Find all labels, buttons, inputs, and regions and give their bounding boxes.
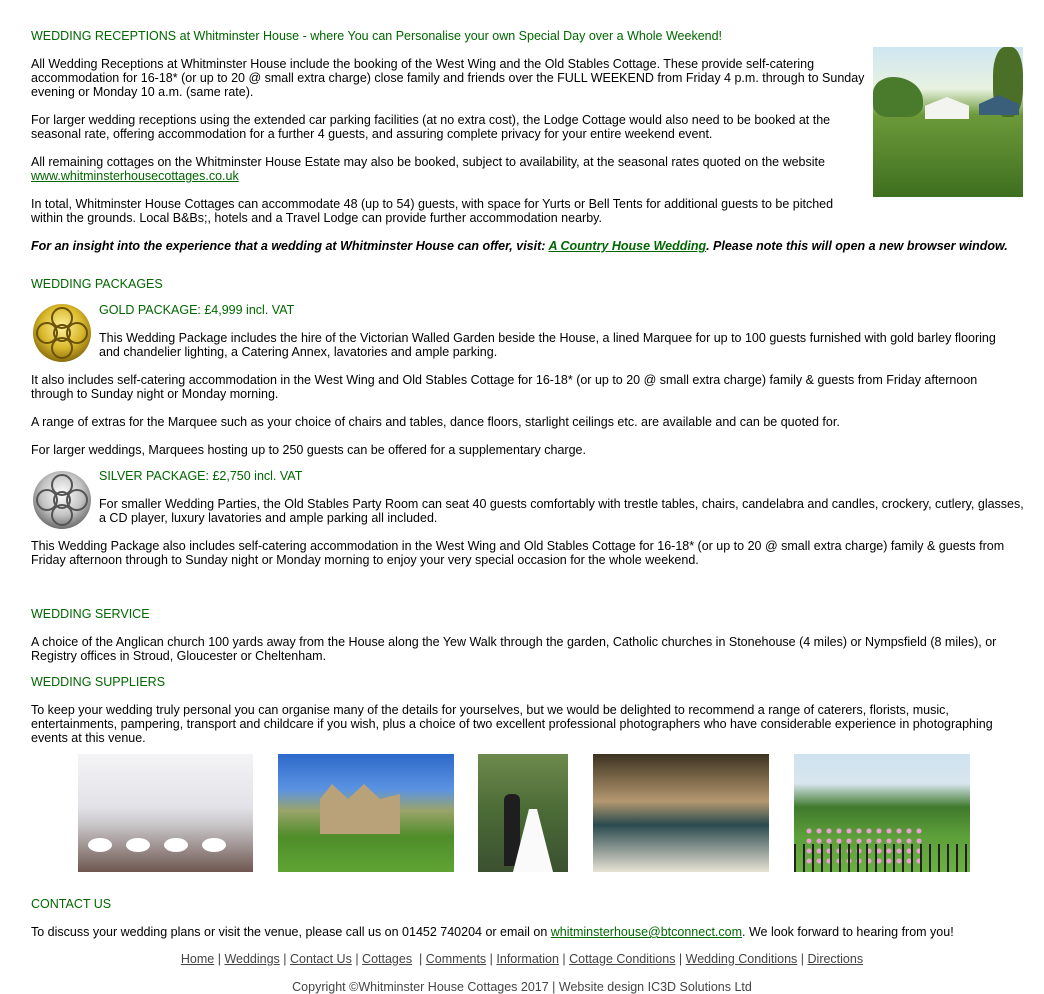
country-house-wedding-link[interactable]: A Country House Wedding — [548, 239, 707, 253]
intro-paragraph-2: For larger wedding receptions using the extended car parking facilities (at no extra cost), the Lodge Cottage would also need to be booked at the seasonal rate, offering accommodation for a further 4 guests, and assuring complete privacy for your entire weekend event. — [31, 113, 831, 141]
intro-paragraph-3-text: All remaining cottages on the Whitminster House Estate may also be booked, subject to availability, at the seasonal rates quoted on the website — [31, 155, 825, 169]
intro-title: WEDDING RECEPTIONS at Whitminster House - where You can Personalise your own Special Day over a Whole Weekend! — [31, 29, 723, 43]
contact-paragraph — [31, 925, 1024, 939]
marquee-interior-photo[interactable] — [78, 754, 253, 872]
contact-text-end: . We look forward to hearing from you! — [742, 925, 954, 939]
gold-paragraph-4: For larger weddings, Marquees hosting up to 250 guests can be offered for a supplementary charge. — [31, 443, 586, 457]
table-shape — [202, 838, 226, 852]
service-paragraph: A choice of the Anglican church 100 yards away from the House along the Yew Walk through the garden, Catholic churches in Stonehouse (4 miles) or Nympsfield (8 miles), or Registry offices in Stroud, Gloucester or Cheltenham. — [31, 635, 997, 663]
footer-nav: Home | Weddings | Contact Us | Cottages | Comments | Information | Cottage Conditions | Wedding Conditions | Directions — [180, 952, 864, 966]
silver-paragraph-1: For smaller Wedding Parties, the Old Stables Party Room can seat 40 guests comfortably with trestle tables, chairs, candelabra and candles, crockery, cutlery, glasses, a CD player, luxury lavatories and ample parking all included. — [99, 497, 1024, 525]
intro-paragraph-5 — [31, 239, 1024, 253]
nav-information-link[interactable]: Information — [496, 952, 559, 966]
suppliers-title: WEDDING SUPPLIERS — [31, 675, 166, 689]
marquee-garden-photo — [873, 47, 1023, 197]
copyright: Copyright ©Whitminster House Cottages 2017 | Website design IC3D Solutions Ltd — [292, 980, 752, 994]
intro-paragraph-3 — [31, 155, 873, 183]
nav-wedding-conditions-link[interactable]: Wedding Conditions — [685, 952, 798, 966]
contact-text: To discuss your wedding plans or visit the venue, please call us on 01452 740204 or email on — [31, 925, 551, 939]
fence-shape — [794, 844, 970, 872]
table-shape — [126, 838, 150, 852]
service-title: WEDDING SERVICE — [31, 607, 150, 621]
table-shape — [88, 838, 112, 852]
suppliers-paragraph: To keep your wedding truly personal you can organise many of the details for yourselves, but we would be delighted to recommend a range of caterers, florists, music, entertainments, pampering, transport and childcare if you wish, plus a choice of two excellent professional photographers who have considerable experience in photographing events at this venue. — [31, 703, 993, 745]
marquee-tent-shape — [925, 97, 969, 119]
insight-text: For an insight into the experience that a wedding at Whitminster House can offer, visit: — [31, 239, 549, 253]
gold-paragraph-3: A range of extras for the Marquee such as your choice of chairs and tables, dance floors, starlight ceilings etc. are available and can be quoted for. — [31, 415, 840, 429]
nav-weddings-link[interactable]: Weddings — [224, 952, 280, 966]
email-link[interactable]: whitminsterhouse@btconnect.com — [550, 925, 743, 939]
gold-package-title: GOLD PACKAGE: £4,999 incl. VAT — [99, 303, 295, 317]
walled-garden-photo[interactable] — [794, 754, 970, 872]
nav-cottage-conditions-link[interactable]: Cottage Conditions — [569, 952, 676, 966]
cottages-website-link[interactable]: www.whitminsterhousecottages.co.uk — [31, 169, 239, 183]
contact-title: CONTACT US — [31, 897, 112, 911]
gold-paragraph-2: It also includes self-catering accommodation in the West Wing and Old Stables Cottage for 16-18* (or up to 20 @ small extra charge) family & guests from Friday afternoon through to Sunday night or Monday morning. — [31, 373, 978, 401]
tree-shape — [873, 77, 923, 117]
nav-cottages-link[interactable]: Cottages — [362, 952, 413, 966]
house-shape — [320, 784, 400, 834]
nav-directions-link[interactable]: Directions — [807, 952, 864, 966]
gold-paragraph-1: This Wedding Package includes the hire of the Victorian Walled Garden beside the House, a lined Marquee for up to 100 guests furnished with gold barley flooring and chandelier lighting, a Catering Annex, lavatories and ample parking. — [99, 331, 996, 359]
nav-contact-us-link[interactable]: Contact Us — [290, 952, 352, 966]
silver-package-title: SILVER PACKAGE: £2,750 incl. VAT — [99, 469, 303, 483]
drawing-room-photo[interactable] — [593, 754, 769, 872]
packages-title: WEDDING PACKAGES — [31, 277, 163, 291]
intro-paragraph-1: All Wedding Receptions at Whitminster House include the booking of the West Wing and the Old Stables Cottage. These provide self-catering accommodation for 16-18* (or up to 20 @ small extra charge) close family and friends over the FULL WEEKEND from Friday 4 p.m. through to Sunday evening or Monday 10 a.m. (same rate). — [31, 57, 865, 99]
silver-paragraph-2: This Wedding Package also includes self-catering accommodation in the West Wing and Old Stables Cottage for 16-18* (or up to 20 @ small extra charge) family & guests from Friday afternoon through to Sunday night or Monday morning to enjoy your very special occasion for the whole weekend. — [31, 539, 1005, 567]
intro-paragraph-4: In total, Whitminster House Cottages can accommodate 48 (up to 54) guests, with space for Yurts or Bell Tents for additional guests to be pitched within the grounds. Local B&Bs;, hotels and a Travel Lodge can provide further accommodation nearby. — [31, 197, 834, 225]
table-shape — [164, 838, 188, 852]
silver-celtic-knot-icon — [31, 469, 93, 531]
nav-home-link[interactable]: Home — [180, 952, 215, 966]
gold-celtic-knot-icon — [31, 302, 93, 364]
new-window-note: . Please note this will open a new browser window. — [706, 239, 1008, 253]
whitminster-house-photo[interactable] — [278, 754, 454, 872]
bride-and-groom-photo[interactable] — [478, 754, 568, 872]
nav-comments-link[interactable]: Comments — [425, 952, 487, 966]
